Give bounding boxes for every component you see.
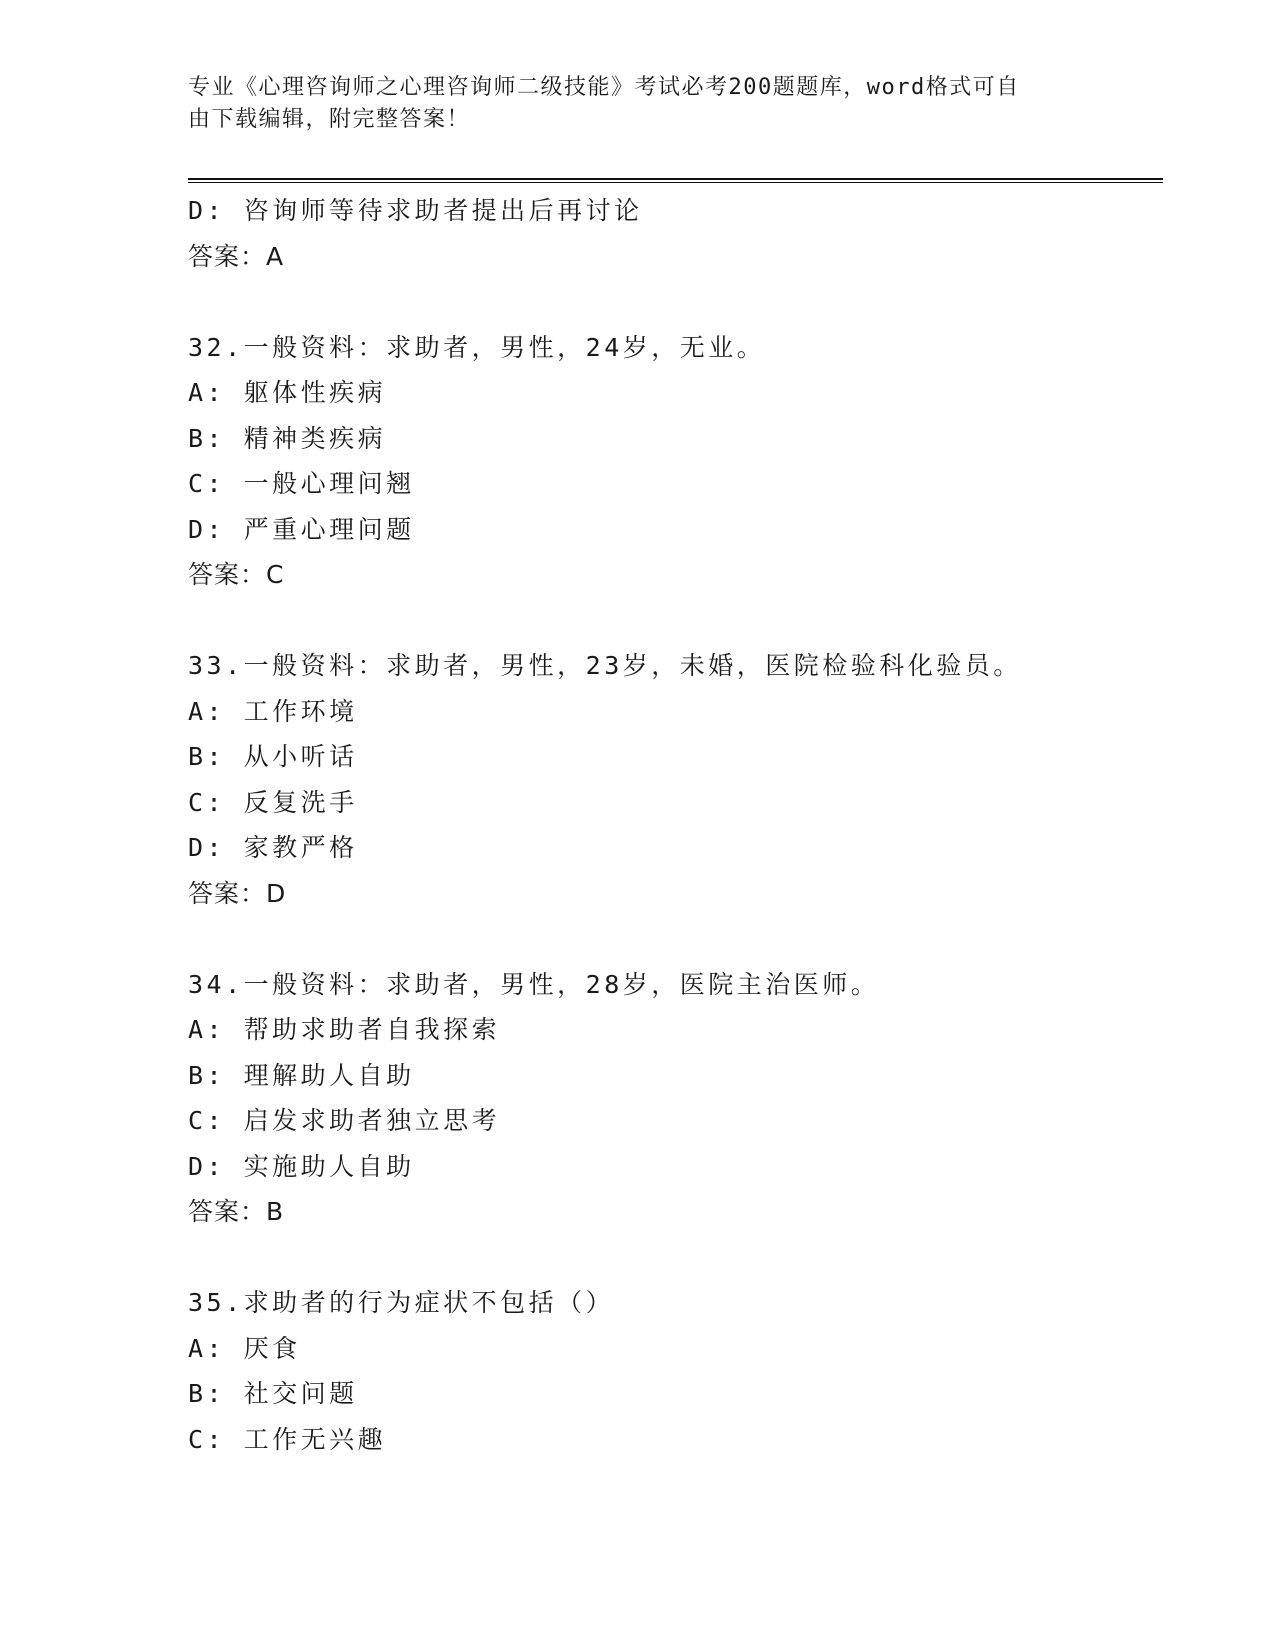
option-b: B: 从小听话 bbox=[188, 742, 358, 771]
option-b: B: 精神类疾病 bbox=[188, 423, 387, 453]
option-a: A: 厌食 bbox=[188, 1333, 301, 1363]
question-33 bbox=[188, 643, 1163, 916]
question-stem: 33.一般资料：求助者，男性，23岁，未婚，医院检验科化验员。 bbox=[188, 651, 1022, 680]
option-c: C: 启发求助者独立思考 bbox=[188, 1106, 501, 1135]
question-stem: 34.一般资料：求助者，男性，28岁，医院主治医师。 bbox=[188, 969, 880, 999]
option-b: B: 理解助人自助 bbox=[188, 1060, 415, 1090]
option-a: A: 躯体性疾病 bbox=[188, 378, 387, 407]
question-gap bbox=[188, 1235, 1163, 1281]
answer-line: 答案：A bbox=[188, 241, 285, 271]
question-gap bbox=[188, 279, 1163, 325]
header-divider bbox=[188, 178, 1163, 183]
option-c: C: 一般心理问翘 bbox=[188, 469, 415, 498]
answer-line: 答案：B bbox=[188, 1197, 285, 1226]
answer-line: 答案：C bbox=[188, 560, 285, 589]
option-c: C: 反复洗手 bbox=[188, 787, 358, 817]
option-d: D: 咨询师等待求助者提出后再讨论 bbox=[188, 196, 643, 225]
question-35 bbox=[188, 1280, 1163, 1462]
question-gap bbox=[188, 916, 1163, 962]
option-b: B: 社交问题 bbox=[188, 1379, 358, 1408]
question-list bbox=[188, 188, 1163, 1462]
question-34 bbox=[188, 962, 1163, 1235]
option-c: C: 工作无兴趣 bbox=[188, 1424, 387, 1454]
question-stem: 35.求助者的行为症状不包括（） bbox=[188, 1288, 615, 1317]
option-a: A: 工作环境 bbox=[188, 696, 358, 726]
option-d: D: 严重心理问题 bbox=[188, 514, 415, 544]
header-line-2: 由下载编辑，附完整答案！ bbox=[188, 107, 471, 132]
answer-line: 答案：D bbox=[188, 878, 287, 908]
header-line-1: 专业《心理咨询师之心理咨询师二级技能》考试必考200题题库，word格式可自 bbox=[188, 75, 1020, 100]
question-gap bbox=[188, 598, 1163, 644]
option-a: A: 帮助求助者自我探索 bbox=[188, 1015, 501, 1044]
question-32 bbox=[188, 325, 1163, 598]
option-d: D: 家教严格 bbox=[188, 833, 358, 862]
option-d: D: 实施助人自助 bbox=[188, 1151, 415, 1181]
question-stem: 32.一般资料：求助者，男性，24岁，无业。 bbox=[188, 332, 766, 362]
document-header bbox=[188, 72, 1068, 136]
